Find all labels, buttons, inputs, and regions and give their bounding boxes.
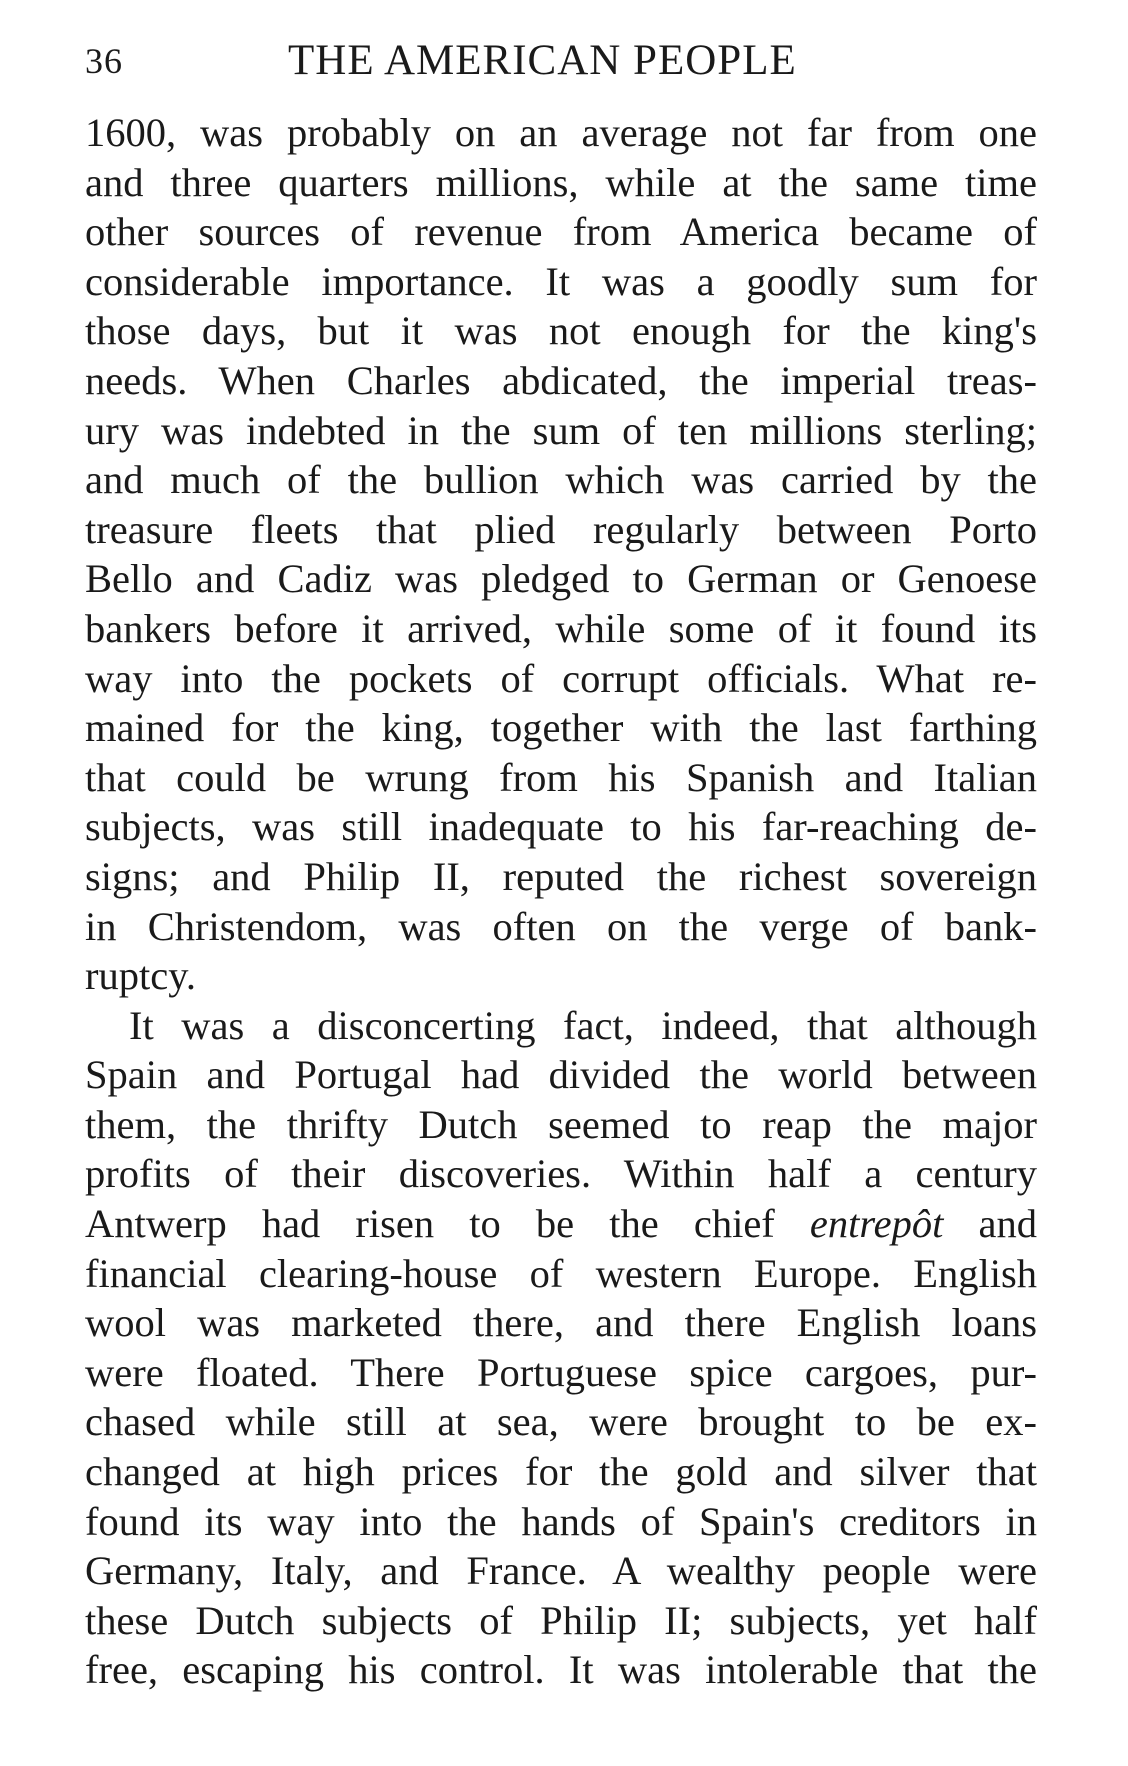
text-line: subjects, was still inadequate to his far-reaching de-: [85, 804, 1037, 850]
text-run: and: [943, 1201, 1037, 1247]
text-line: wool was marketed there, and there English loans: [85, 1300, 1037, 1346]
text-line: needs. When Charles abdicated, the imperial treas-: [85, 357, 1037, 403]
text-line: them, the thrifty Dutch seemed to reap the major: [85, 1101, 1037, 1147]
text-line: signs; and Philip II, reputed the richest sovereign: [85, 853, 1037, 899]
text-line: found its way into the hands of Spain's creditors in: [85, 1498, 1037, 1544]
text-line: bankers before it arrived, while some of it found its: [85, 605, 1037, 651]
body-text: [85, 108, 1037, 1695]
text-line: It was a disconcerting fact, indeed, that although: [129, 1002, 1037, 1048]
text-line: [85, 1199, 1037, 1249]
text-line: other sources of revenue from America became of: [85, 209, 1037, 255]
page-number: 36: [85, 41, 123, 81]
text-line: ruptcy.: [85, 953, 196, 999]
text-line: that could be wrung from his Spanish and Italian: [85, 754, 1037, 800]
page-header: [85, 36, 1045, 86]
text-line: 1600, was probably on an average not far from one: [85, 110, 1037, 155]
running-head: THE AMERICAN PEOPLE: [288, 37, 797, 84]
text-line: Bello and Cadiz was pledged to German or Genoese: [85, 556, 1037, 602]
text-run: Antwerp had risen to be the chief: [85, 1201, 810, 1247]
text-line: and three quarters millions, while at the same time: [85, 159, 1037, 205]
paragraph: [85, 1001, 1037, 1695]
text-line: chased while still at sea, were brought to be ex-: [85, 1399, 1037, 1445]
text-line: those days, but it was not enough for the king's: [85, 308, 1037, 354]
italic-term: entrepôt: [809, 1201, 944, 1247]
text-line: ury was indebted in the sum of ten millions sterling;: [85, 407, 1037, 453]
text-line: and much of the bullion which was carried by the: [85, 457, 1037, 503]
text-line: free, escaping his control. It was intolerable that the: [85, 1647, 1037, 1693]
text-line: considerable importance. It was a goodly sum for: [85, 258, 1037, 304]
text-line: in Christendom, was often on the verge of bank-: [85, 903, 1037, 949]
text-line: changed at high prices for the gold and silver that: [85, 1449, 1037, 1495]
text-line: these Dutch subjects of Philip II; subjects, yet half: [85, 1597, 1037, 1643]
text-line: treasure fleets that plied regularly between Porto: [85, 506, 1037, 552]
text-line: were floated. There Portuguese spice cargoes, pur-: [85, 1349, 1037, 1395]
text-line: financial clearing-house of western Europe. English: [85, 1250, 1037, 1296]
paragraph: [85, 108, 1037, 1001]
text-line: way into the pockets of corrupt officials. What re-: [85, 655, 1037, 701]
text-line: profits of their discoveries. Within half a century: [85, 1151, 1037, 1197]
text-line: Germany, Italy, and France. A wealthy people were: [85, 1548, 1037, 1594]
text-line: mained for the king, together with the last farthing: [85, 705, 1037, 751]
text-line: Spain and Portugal had divided the world between: [85, 1052, 1037, 1098]
